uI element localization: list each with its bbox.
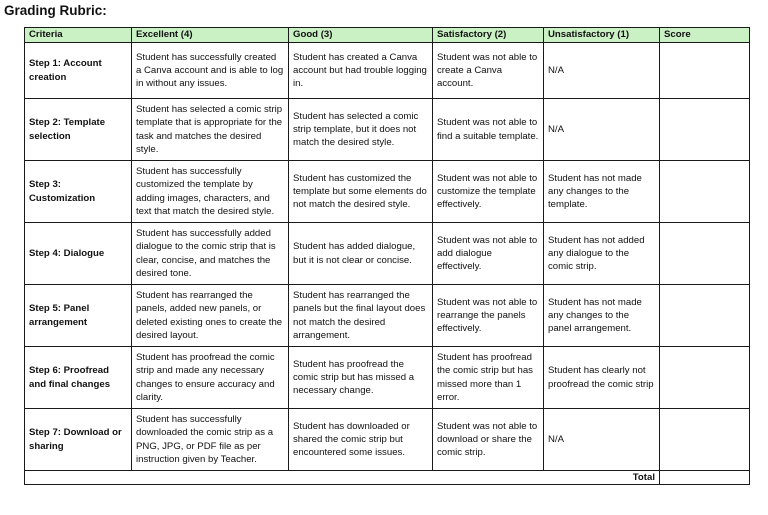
satisfactory-cell: Student was not able to create a Canva account. [433,43,544,99]
satisfactory-cell: Student was not able to download or share the comic strip. [433,409,544,471]
excellent-cell: Student has successfully downloaded the comic strip as a PNG, JPG, or PDF file as per instruction given by Teacher. [132,409,289,471]
excellent-cell: Student has proofread the comic strip and made any necessary changes to ensure accuracy and clarity. [132,347,289,409]
good-cell: Student has downloaded or shared the comic strip but encountered some issues. [289,409,433,471]
page-title: Grading Rubric: [4,3,107,18]
criteria-cell: Step 5: Panel arrangement [25,285,132,347]
header-score: Score [660,28,750,43]
criteria-cell: Step 1: Account creation [25,43,132,99]
header-unsatisfactory: Unsatisfactory (1) [544,28,660,43]
score-cell[interactable] [660,161,750,223]
table-row [25,347,750,409]
grading-rubric-table [24,27,750,485]
header-satisfactory: Satisfactory (2) [433,28,544,43]
score-cell[interactable] [660,43,750,99]
criteria-cell: Step 7: Download or sharing [25,409,132,471]
total-score-cell[interactable] [660,471,750,485]
table-row [25,409,750,471]
good-cell: Student has proofread the comic strip but has missed a necessary change. [289,347,433,409]
good-cell: Student has customized the template but some elements do not match the desired style. [289,161,433,223]
good-cell: Student has rearranged the panels but the final layout does not match the desired arrangement. [289,285,433,347]
table-row [25,285,750,347]
score-cell[interactable] [660,347,750,409]
satisfactory-cell: Student has proofread the comic strip but has missed more than 1 error. [433,347,544,409]
unsatisfactory-cell: Student has clearly not proofread the comic strip [544,347,660,409]
excellent-cell: Student has successfully created a Canva account and is able to log in without any issues. [132,43,289,99]
header-good: Good (3) [289,28,433,43]
satisfactory-cell: Student was not able to add dialogue effectively. [433,223,544,285]
total-label: Total [25,471,660,485]
satisfactory-cell: Student was not able to customize the template effectively. [433,161,544,223]
excellent-cell: Student has selected a comic strip template that is appropriate for the task and matches the desired style. [132,99,289,161]
score-cell[interactable] [660,409,750,471]
score-cell[interactable] [660,223,750,285]
criteria-cell: Step 3: Customization [25,161,132,223]
good-cell: Student has added dialogue, but it is not clear or concise. [289,223,433,285]
unsatisfactory-cell: Student has not added any dialogue to the comic strip. [544,223,660,285]
good-cell: Student has selected a comic strip template, but it does not match the desired style. [289,99,433,161]
criteria-cell: Step 4: Dialogue [25,223,132,285]
excellent-cell: Student has successfully customized the template by adding images, characters, and text that match the desired style. [132,161,289,223]
unsatisfactory-cell: N/A [544,99,660,161]
good-cell: Student has created a Canva account but had trouble logging in. [289,43,433,99]
unsatisfactory-cell: Student has not made any changes to the panel arrangement. [544,285,660,347]
table-header-row [25,28,750,43]
table-row [25,223,750,285]
total-row [25,471,750,485]
score-cell[interactable] [660,99,750,161]
unsatisfactory-cell: Student has not made any changes to the template. [544,161,660,223]
score-cell[interactable] [660,285,750,347]
table-row [25,43,750,99]
unsatisfactory-cell: N/A [544,409,660,471]
header-excellent: Excellent (4) [132,28,289,43]
table-row [25,161,750,223]
excellent-cell: Student has rearranged the panels, added new panels, or deleted existing ones to create the desired layout. [132,285,289,347]
satisfactory-cell: Student was not able to find a suitable template. [433,99,544,161]
criteria-cell: Step 2: Template selection [25,99,132,161]
unsatisfactory-cell: N/A [544,43,660,99]
table-row [25,99,750,161]
satisfactory-cell: Student was not able to rearrange the panels effectively. [433,285,544,347]
header-criteria: Criteria [25,28,132,43]
criteria-cell: Step 6: Proofread and final changes [25,347,132,409]
excellent-cell: Student has successfully added dialogue to the comic strip that is clear, concise, and matches the desired tone. [132,223,289,285]
